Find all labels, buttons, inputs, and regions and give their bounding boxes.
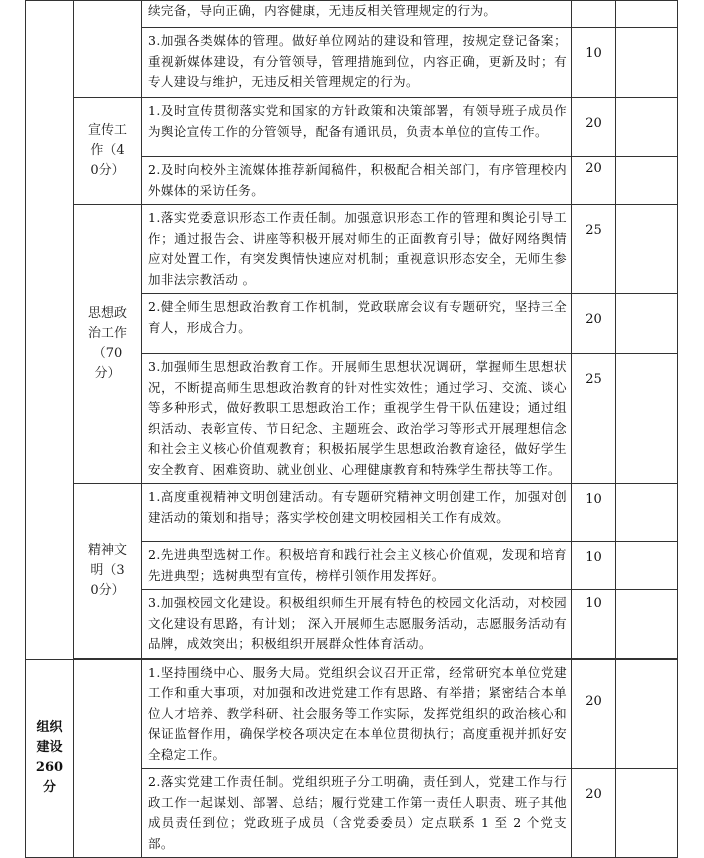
blank-cell [616, 98, 678, 157]
table-row [26, 484, 678, 542]
score-value: 25 [585, 223, 602, 238]
subcategory-cell [74, 98, 142, 205]
blank-cell [616, 157, 678, 205]
subcategory-label: 精神文明（30分） [87, 542, 127, 598]
category-label: 组织建设260分 [35, 720, 64, 796]
category-cell [26, 1, 74, 660]
criteria-cell [142, 28, 572, 98]
criteria-cell [142, 157, 572, 205]
criteria-text: 1.及时宣传贯彻落实党和国家的方针政策和决策部署，有领导班子成员作为舆论宣传工作的分管领导，配备有通讯员，负责本单位的宣传工作。 [148, 103, 567, 139]
criteria-cell [142, 294, 572, 354]
subcategory-cell [74, 205, 142, 484]
criteria-text: 2.先进典型选树工作。积极培育和践行社会主义核心价值观，发现和培育先进典型；选树典型有宣传，榜样引领作用发挥好。 [148, 547, 567, 583]
blank-cell [616, 205, 678, 294]
score-value: 25 [585, 372, 602, 387]
criteria-text: 1.落实党委意识形态工作责任制。加强意识形态工作的管理和舆论引导工作；通过报告会、讲座等积极开展对师生的正面教育引导；做好网络舆情应对处置工作，有突发舆情快速应对机制；重视意识形态安全，无师生参加非法宗教活动 。 [148, 210, 567, 287]
score-cell [572, 769, 616, 858]
blank-cell [616, 294, 678, 354]
criteria-text: 3.加强各类媒体的管理。做好单位网站的建设和管理，按规定登记备案；重视新媒体建设，有分管领导，管理措施到位，内容正确，更新及时；有专人建设与维护，无违反相关管理规定的行为。 [148, 33, 567, 89]
table-row [26, 98, 678, 157]
score-cell [572, 354, 616, 484]
score-value: 10 [585, 550, 602, 565]
criteria-cell [142, 590, 572, 659]
criteria-text: 2.健全师生思想政治教育工作机制，党政联席会议有专题研究，坚持三全育人，形成合力。 [148, 299, 567, 335]
score-cell [572, 294, 616, 354]
blank-cell [616, 28, 678, 98]
table-row [26, 205, 678, 294]
score-value: 10 [585, 596, 602, 611]
criteria-cell [142, 205, 572, 294]
criteria-text: 1.坚持围绕中心、服务大局。党组织会议召开正常，经常研究本单位党建工作和重大事项，对加强和改进党建工作有思路、有举措；紧密结合本单位人才培养、教学科研、社会服务等工作实际，发挥党组织的政治核心和保证监督作用，确保学校各项决定在本单位贯彻执行；高度重视并抓好安全稳定工作。 [148, 664, 567, 762]
criteria-cell [142, 98, 572, 157]
criteria-text: 3.加强校园文化建设。积极组织师生开展有特色的校园文化活动，对校园文化建设有思路，有计划； 深入开展师生志愿服务活动，志愿服务活动有品牌，成效突出；积极组织开展群众性体育活动。 [148, 595, 567, 651]
criteria-cell [142, 542, 572, 590]
score-value: 20 [585, 693, 602, 709]
score-cell [572, 205, 616, 294]
score-cell [572, 1, 616, 28]
criteria-text: 2.及时向校外主流媒体推荐新闻稿件，积极配合相关部门，有序管理校内外媒体的采访任务。 [148, 162, 567, 198]
score-cell [572, 659, 616, 769]
score-cell [572, 28, 616, 98]
table-row [26, 1, 678, 28]
score-value: 20 [585, 116, 602, 131]
criteria-cell [142, 1, 572, 28]
criteria-cell [142, 484, 572, 542]
table-row [26, 659, 678, 769]
blank-cell [616, 542, 678, 590]
criteria-text: 3.加强师生思想政治教育工作。开展师生思想状况调研，掌握师生思想状况，不断提高师生思想政治教育的针对性实效性；通过学习、交流、谈心等多种形式，做好教职工思想政治工作；重视学生骨干队伍建设；通过组织活动、表彰宣传、节日纪念、主题班会、政治学习等形式开展理想信念和社会主义核心价值观教育；积极拓展学生思想政治教育途径，做好学生安全教育、困难资助、就业创业、心理健康教育和特殊学生帮扶等工作。 [148, 359, 567, 477]
score-cell [572, 590, 616, 659]
score-value: 20 [585, 161, 602, 176]
score-value: 10 [585, 46, 602, 61]
criteria-text: 2.落实党建工作责任制。党组织班子分工明确，责任到人，党建工作与行政工作一起谋划、部署、总结；履行党建工作第一责任人职责、班子其他成员责任到位；党政班子成员（含党委委员）定点联系 1 至 2 个党支部。 [148, 774, 567, 851]
subcategory-cell [74, 484, 142, 659]
subcategory-cell [74, 659, 142, 858]
criteria-text: 1.高度重视精神文明创建活动。有专题研究精神文明创建工作，加强对创建活动的策划和指导；落实学校创建文明校园相关工作有成效。 [148, 489, 567, 525]
criteria-cell [142, 659, 572, 769]
blank-cell [616, 769, 678, 858]
criteria-cell [142, 354, 572, 484]
blank-cell [616, 659, 678, 769]
category-cell [26, 659, 74, 858]
subcategory-cell [74, 1, 142, 98]
scoring-table [25, 0, 678, 858]
score-value: 10 [585, 492, 602, 507]
criteria-cell [142, 769, 572, 858]
subcategory-label: 宣传工作（40分） [87, 123, 127, 178]
score-cell [572, 157, 616, 205]
blank-cell [616, 1, 678, 28]
score-value: 20 [585, 312, 602, 327]
blank-cell [616, 590, 678, 659]
score-cell [572, 542, 616, 590]
score-cell [572, 98, 616, 157]
subcategory-label: 思想政治工作（70分） [87, 306, 127, 381]
score-cell [572, 484, 616, 542]
score-value: 20 [585, 787, 602, 802]
blank-cell [616, 354, 678, 484]
blank-cell [616, 484, 678, 542]
criteria-text: 续完备，导向正确，内容健康，无违反相关管理规定的行为。 [148, 3, 497, 18]
